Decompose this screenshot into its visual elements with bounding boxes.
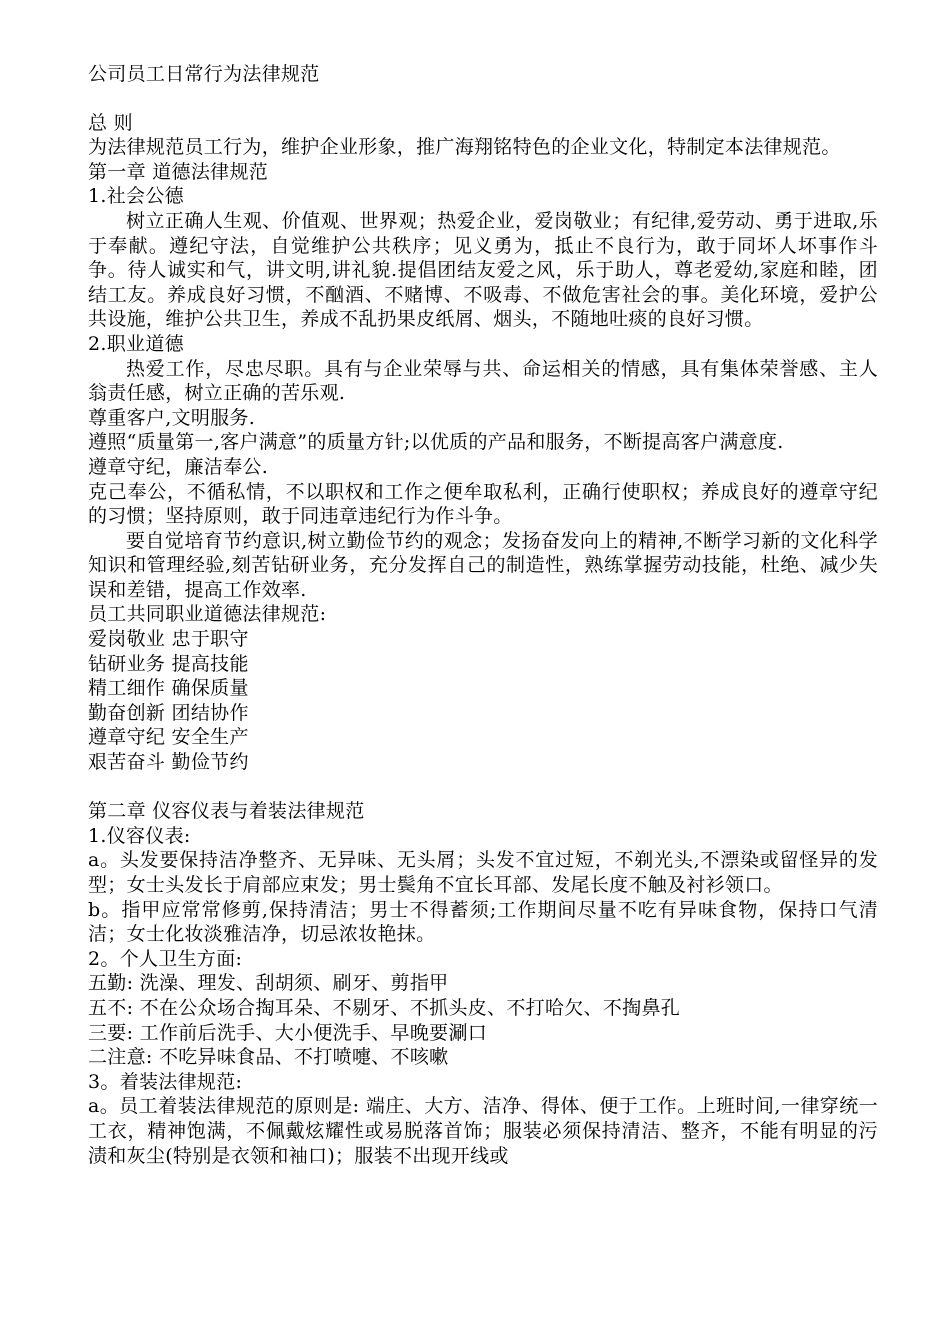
paragraph: b。指甲应常常修剪,保持清洁；男士不得蓄须;工作期间尽量不吃有异味食物，保持口气清洁；女士化妆淡雅洁净，切忌浓妆艳抹。 [88, 898, 878, 946]
paragraph: 克己奉公，不循私情，不以职权和工作之便牟取私利，正确行使职权；养成良好的遵章守纪的习惯；坚持原则，敢于同违章违纪行为作斗争。 [88, 480, 878, 528]
paragraph: 爱岗敬业 忠于职守 [88, 628, 249, 651]
paragraph: 第一章 道德法律规范 [88, 160, 269, 183]
paragraph: 3。着装法律规范: [88, 1070, 243, 1093]
paragraph: 热爱工作，尽忠尽职。具有与企业荣辱与共、命运相关的情感，具有集体荣誉感、主人翁责任感，树立正确的苦乐观. [88, 357, 878, 405]
paragraph: 2。个人卫生方面: [88, 947, 243, 970]
paragraph: 1.社会公德 [88, 185, 184, 208]
paragraph: 为法律规范员工行为，维护企业形象，推广海翔铭特色的企业文化，特制定本法律规范。 [88, 136, 841, 159]
paragraph: a。头发要保持洁净整齐、无异味、无头屑；头发不宜过短，不剃光头,不漂染或留怪异的发型；女士头发长于肩部应束发；男士鬓角不宜长耳部、发尾长度不触及衬衫领口。 [88, 849, 878, 896]
paragraph: 2.职业道德 [88, 332, 184, 355]
paragraph: 要自觉培育节约意识,树立勤俭节约的观念；发扬奋发向上的精神,不断学习新的文化科学知识和管理经验,刻苦钻研业务，充分发挥自己的制造性，熟练掌握劳动技能，杜绝、减少失误和差错，提高工作效率. [88, 529, 878, 601]
paragraph: 五勤: 洗澡、理发、刮胡须、刷牙、剪指甲 [88, 972, 449, 995]
paragraph: 艰苦奋斗 勤俭节约 [88, 751, 249, 774]
paragraph: 树立正确人生观、价值观、世界观；热爱企业，爱岗敬业；有纪律,爱劳动、勇于进取,乐于奉献。遵纪守法，自觉维护公共秩序；见义勇为，抵止不良行为，敢于同坏人坏事作斗争。待人诚实和气，讲文明,讲礼貌.提倡团结友爱之风，乐于助人，尊老爱幼,家庭和睦，团结工友。养成良好习惯，不酗酒、不赌博、不吸毒、不做危害社会的事。美化环境，爱护公共设施，维护公共卫生，养成不乱扔果皮纸屑、烟头，不随地吐痰的良好习惯。 [88, 209, 878, 331]
paragraph: 精工细作 确保质量 [88, 677, 249, 700]
paragraph: 员工共同职业道德法律规范: [88, 603, 327, 626]
paragraph: 1.仪容仪表: [88, 824, 191, 847]
paragraph: a。员工着装法律规范的原则是: 端庄、大方、洁净、得体、便于工作。上班时间,一律穿统一工衣，精神饱满，不佩戴炫耀性或易脱落首饰；服装必须保持清洁、整齐，不能有明显的污渍和灰尘(特别是衣领和袖口)；服装不出现开线或 [88, 1095, 878, 1167]
paragraph: 二注意: 不吃异味食品、不打喷嚏、不咳嗽 [88, 1046, 449, 1069]
paragraph: 五不: 不在公众场合掏耳朵、不剔牙、不抓头皮、不打哈欠、不掏鼻孔 [88, 996, 681, 1019]
paragraph: 第二章 仪容仪表与着装法律规范 [88, 800, 365, 823]
paragraph: 尊重客户,文明服务. [88, 406, 256, 429]
document-title: 公司员工日常行为法律规范 [88, 63, 320, 85]
paragraph: 勤奋创新 团结协作 [88, 701, 249, 724]
paragraph: 钻研业务 提高技能 [88, 652, 249, 675]
blank-line [88, 775, 878, 800]
document-body [88, 111, 878, 1169]
paragraph: 三要: 工作前后洗手、大小便洗手、早晚要涮口 [88, 1021, 488, 1044]
paragraph: 遵照“质量第一,客户满意”的质量方针;以优质的产品和服务，不断提高客户满意度. [88, 431, 784, 454]
paragraph: 遵章守纪 安全生产 [88, 726, 249, 749]
paragraph: 总 则 [88, 111, 133, 134]
paragraph: 遵章守纪，廉洁奉公. [88, 455, 269, 478]
